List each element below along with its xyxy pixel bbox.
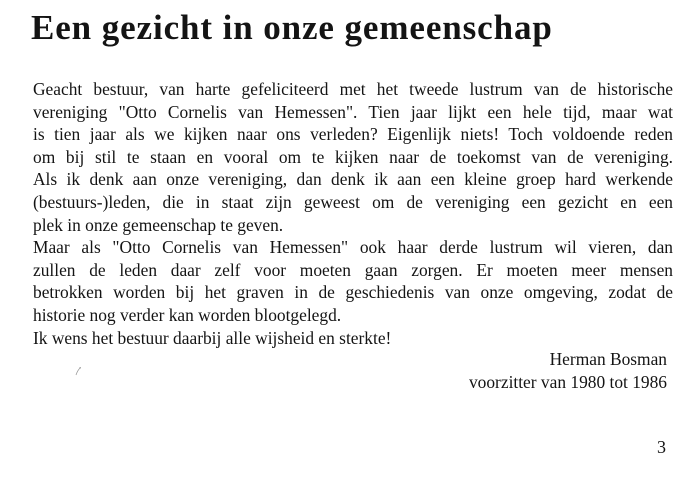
body-line: vereniging "Otto Cornelis van Hemessen". Tien jaar lijkt een hele tijd, maar wat [33, 101, 673, 122]
signature-block [469, 348, 667, 394]
body-line: plek in onze gemeenschap te geven. [33, 214, 284, 235]
scan-speck [74, 366, 82, 376]
body-line: is tien jaar als we kijken naar ons verleden? Eigenlijk niets! Toch voldoende reden [33, 124, 673, 145]
body-line: zullen de leden daar zelf voor moeten gaan zorgen. Er moeten meer mensen [33, 259, 673, 280]
body-line: Geacht bestuur, van harte gefeliciteerd met het tweede lustrum van de historische [33, 79, 673, 99]
signature-role: voorzitter van 1980 tot 1986 [468, 372, 667, 392]
body-line: Maar als "Otto Cornelis van Hemessen" ook haar derde lustrum wil vieren, dan [33, 237, 673, 258]
letter-body [33, 78, 673, 349]
page-number: 3 [657, 437, 666, 457]
signature-name: Herman Bosman [549, 349, 667, 369]
body-line: historie nog verder kan worden blootgelegd. [33, 304, 342, 325]
body-line: betrokken worden bij het graven in de geschiedenis van onze omgeving, zodat de [33, 282, 673, 303]
body-line: Ik wens het bestuur daarbij alle wijsheid en sterkte! [33, 327, 392, 348]
body-line: om bij stil te staan en vooral om te kijken naar de toekomst van de vereniging. [33, 146, 673, 167]
body-line: Als ik denk aan onze vereniging, dan denk ik aan een kleine groep hard werkende [33, 169, 673, 190]
body-line: (bestuurs-)leden, die in staat zijn geweest om de vereniging een gezicht en een [33, 191, 673, 212]
page-title: Een gezicht in onze gemeenschap [31, 8, 553, 47]
